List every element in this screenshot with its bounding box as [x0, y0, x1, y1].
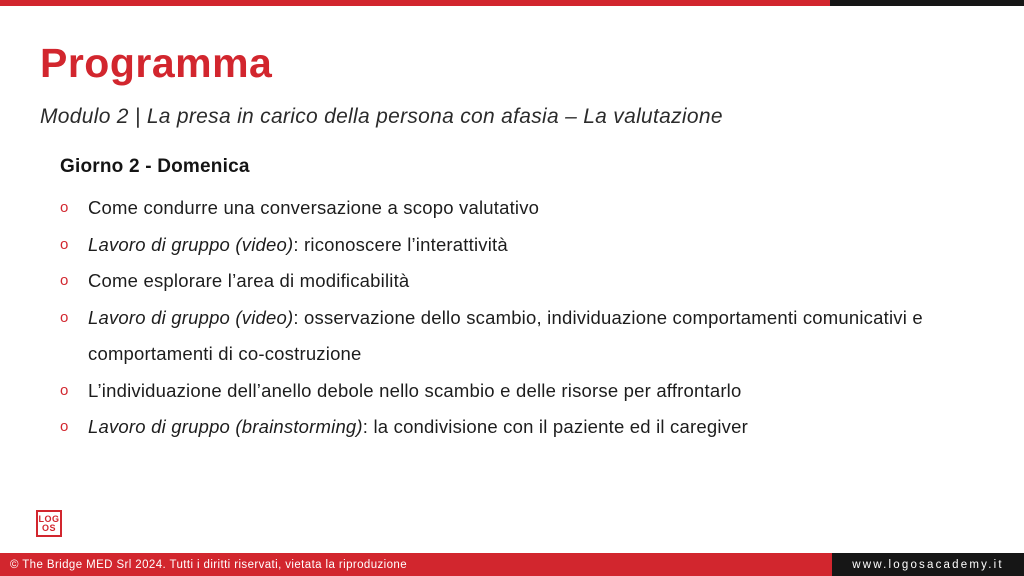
list-item-text: Come esplorare l’area di modificabilità: [88, 270, 410, 291]
logo-line-1: LOG: [38, 513, 60, 524]
list-item-text-italic: Lavoro di gruppo (video): [88, 233, 294, 255]
footer-black-segment: [832, 553, 1024, 576]
list-item: [60, 373, 970, 410]
list-item-text: Come condurre una conversazione a scopo valutativo: [88, 197, 540, 218]
top-bar-black-segment: [830, 0, 1024, 6]
list-item-text-italic: Lavoro di gruppo (video): [88, 306, 294, 328]
section-heading: Giorno 2 - Domenica: [60, 156, 250, 177]
copyright-text: © The Bridge MED Srl 2024. Tutti i diritti riservati, vietata la riproduzione: [10, 558, 407, 571]
bullet-marker: o: [60, 235, 69, 253]
bullet-marker: o: [60, 199, 69, 216]
logo-line-2: OS: [41, 522, 56, 533]
list-item: [60, 263, 970, 300]
list-item: [60, 190, 970, 227]
list-item-text-italic: Lavoro di gruppo (brainstorming): [88, 416, 363, 437]
footer-red-segment: [0, 553, 832, 576]
footer-bar: [0, 553, 1024, 576]
list-item-text: L’individuazione dell’anello debole nello scambio e delle risorse per affrontarlo: [88, 379, 742, 401]
module-subtitle: Modulo 2 | La presa in carico della persona con afasia – La valutazione: [40, 105, 723, 128]
list-item-text: : osservazione dello scambio, individuazione comportamenti comunicativi e comportamenti di co-costruzione: [88, 306, 923, 364]
bullet-marker: o: [60, 308, 69, 326]
bullet-marker: o: [60, 272, 69, 289]
list-item-text: : riconoscere l’interattività: [293, 233, 508, 255]
list-item: [60, 300, 970, 373]
logos-logo: [36, 510, 62, 537]
list-item-text: : la condivisione con il paziente ed il caregiver: [362, 416, 748, 437]
list-item: [60, 409, 970, 446]
list-item: [60, 227, 970, 264]
bullet-marker: o: [60, 418, 69, 435]
program-list: [60, 190, 970, 446]
top-accent-bar: [0, 0, 1024, 6]
website-text: www.logosacademy.it: [852, 558, 1004, 571]
top-bar-red-segment: [0, 0, 830, 6]
bullet-marker: o: [60, 381, 69, 399]
page-title: Programma: [40, 40, 273, 86]
